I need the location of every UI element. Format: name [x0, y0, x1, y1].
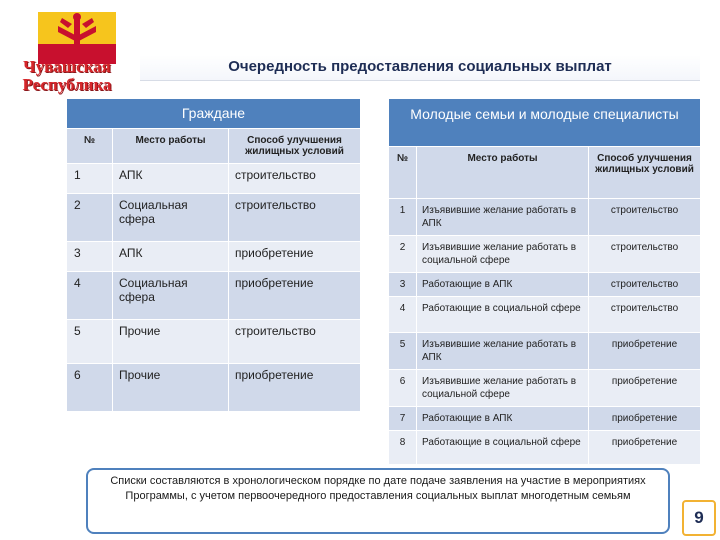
row-method: строительство [229, 164, 361, 194]
col-method: Способ улучшения жилищных условий [589, 147, 701, 199]
citizens-table [66, 98, 361, 412]
row-workplace: Изъявившие желание работать в социальной сфере [417, 370, 589, 407]
row-method: строительство [229, 320, 361, 364]
row-method: строительство [589, 199, 701, 236]
row-number: 2 [67, 194, 113, 242]
col-number: № [389, 147, 417, 199]
col-workplace: Место работы [113, 129, 229, 164]
region-line-2: Республика [22, 75, 112, 94]
row-workplace: Изъявившие желание работать в АПК [417, 333, 589, 370]
row-workplace: Изъявившие желание работать в АПК [417, 199, 589, 236]
row-workplace: Прочие [113, 364, 229, 412]
col-method: Способ улучшения жилищных условий [229, 129, 361, 164]
young-families-table [388, 98, 701, 465]
row-method: приобретение [229, 272, 361, 320]
row-method: приобретение [589, 370, 701, 407]
table-row [67, 272, 361, 320]
row-number: 1 [389, 199, 417, 236]
table-row [389, 199, 701, 236]
row-method: строительство [589, 297, 701, 333]
table-row [389, 297, 701, 333]
row-workplace: Работающие в социальной сфере [417, 297, 589, 333]
row-number: 3 [67, 242, 113, 272]
row-number: 5 [389, 333, 417, 370]
row-workplace: Работающие в социальной сфере [417, 431, 589, 465]
col-workplace: Место работы [417, 147, 589, 199]
row-method: строительство [589, 236, 701, 273]
row-number: 7 [389, 407, 417, 431]
young-families-table-title: Молодые семьи и молодые специалисты [389, 99, 701, 147]
row-workplace: Работающие в АПК [417, 273, 589, 297]
region-name [2, 58, 132, 94]
row-method: приобретение [589, 431, 701, 465]
row-number: 2 [389, 236, 417, 273]
row-number: 4 [67, 272, 113, 320]
row-number: 8 [389, 431, 417, 465]
table-row [389, 370, 701, 407]
row-number: 6 [67, 364, 113, 412]
row-method: приобретение [229, 364, 361, 412]
row-number: 5 [67, 320, 113, 364]
region-line-1: Чувашская [23, 57, 111, 76]
row-method: приобретение [589, 407, 701, 431]
row-number: 3 [389, 273, 417, 297]
row-workplace: АПК [113, 242, 229, 272]
table-row [67, 164, 361, 194]
row-number: 6 [389, 370, 417, 407]
table-row [67, 364, 361, 412]
table-row [67, 194, 361, 242]
table-row [389, 333, 701, 370]
row-method: строительство [589, 273, 701, 297]
table-row [389, 407, 701, 431]
row-workplace: АПК [113, 164, 229, 194]
table-row [67, 320, 361, 364]
row-workplace: Социальная сфера [113, 194, 229, 242]
row-number: 1 [67, 164, 113, 194]
table-row [389, 236, 701, 273]
row-workplace: Изъявившие желание работать в социальной сфере [417, 236, 589, 273]
row-method: строительство [229, 194, 361, 242]
row-workplace: Прочие [113, 320, 229, 364]
table-row [389, 273, 701, 297]
row-method: приобретение [589, 333, 701, 370]
page-title: Очередность предоставления социальных выплат [140, 55, 700, 81]
row-number: 4 [389, 297, 417, 333]
row-workplace: Работающие в АПК [417, 407, 589, 431]
row-workplace: Социальная сфера [113, 272, 229, 320]
page-number: 9 [682, 500, 716, 536]
slide-header [0, 0, 720, 100]
citizens-table-title: Граждане [67, 99, 361, 129]
col-number: № [67, 129, 113, 164]
table-row [67, 242, 361, 272]
footnote-box: Списки составляются в хронологическом порядке по дате подаче заявления на участие в мероприятиях Программы, с учетом первоочередного предоставления социальных выплат многодетным семьям [86, 468, 670, 534]
table-row [389, 431, 701, 465]
row-method: приобретение [229, 242, 361, 272]
